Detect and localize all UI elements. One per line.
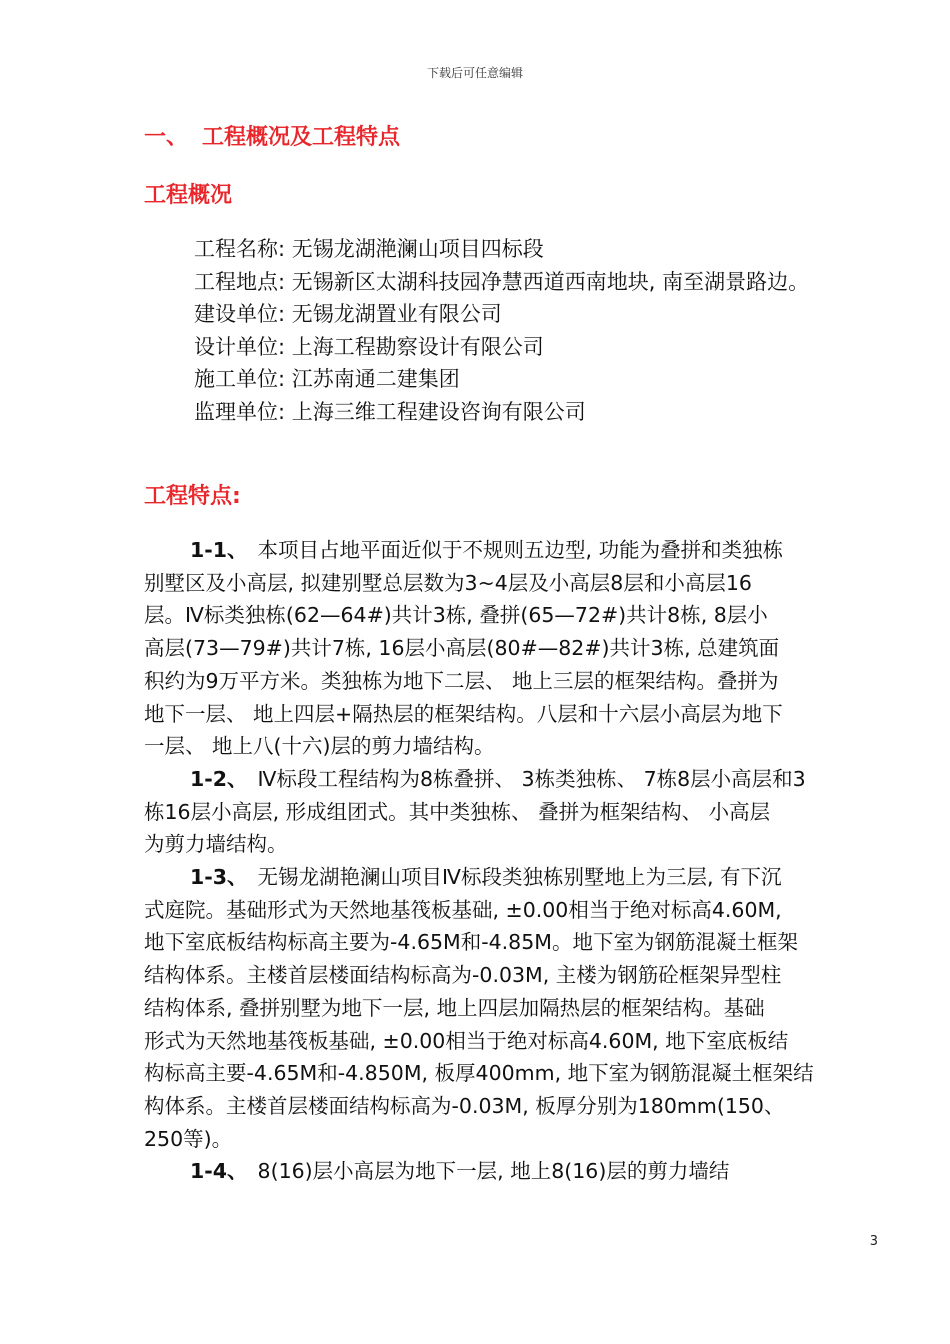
paragraph-line: 高层(73—79#)共计7栋, 16层小高层(80#—82#)共计3栋, 总建筑面: [144, 636, 780, 661]
paragraph-line: 地下室底板结构标高主要为-4.65M和-4.85M。地下室为钢筋混凝土框架: [144, 930, 798, 955]
paragraph-line: 式庭院。基础形式为天然地基筏板基础, ±0.00相当于绝对标高4.60M,: [144, 897, 782, 922]
paragraph-1-1: [144, 534, 884, 763]
overview-info-block: [144, 233, 884, 429]
paragraph-line: 结构体系。主楼首层楼面结构标高为-0.03M, 主楼为钢筋砼框架异型柱: [144, 963, 782, 988]
section-number: 一、: [144, 125, 189, 150]
paragraph-line: 栋16层小高层, 形成组团式。其中类独栋、 叠拼为框架结构、 小高层: [144, 799, 771, 824]
features-heading: 工程特点:: [144, 484, 241, 509]
overview-heading: 工程概况: [144, 183, 233, 208]
paragraph-line: 形式为天然地基筏板基础, ±0.00相当于绝对标高4.60M, 地下室底板结: [144, 1028, 789, 1053]
paragraph-text: 本项目占地平面近似于不规则五边型, 功能为叠拼和类独栋: [257, 538, 784, 562]
page-header: 下载后可任意编辑: [426, 66, 523, 80]
client-line: 建设单位: 无锡龙湖置业有限公司: [194, 302, 502, 327]
paragraph-number: 1-3、: [190, 865, 248, 890]
page-number: 3: [869, 1234, 878, 1249]
paragraph-number: 1-1、: [190, 538, 248, 562]
paragraph-line: 构标高主要-4.65M和-4.850M, 板厚400mm, 地下室为钢筋混凝土框架结: [144, 1061, 814, 1086]
designer-line: 设计单位: 上海工程勘察设计有限公司: [194, 334, 544, 359]
section-title: 工程概况及工程特点: [202, 125, 401, 150]
paragraph-line: 为剪力墙结构。: [144, 832, 288, 857]
contractor-line: 施工单位: 江苏南通二建集团: [194, 367, 460, 392]
paragraph-1-2: [144, 763, 884, 861]
paragraph-text: 8(16)层小高层为地下一层, 地上8(16)层的剪力墙结: [257, 1159, 730, 1184]
paragraph-line: 一层、 地上八(十六)层的剪力墙结构。: [144, 734, 495, 759]
paragraph-line: 积约为9万平方米。类独栋为地下二层、 地上三层的框架结构。叠拼为: [144, 668, 779, 693]
paragraph-text: Ⅳ标段工程结构为8栋叠拼、 3栋类独栋、 7栋8层小高层和3: [257, 766, 806, 791]
paragraph-line: 250等)。: [144, 1126, 233, 1151]
paragraph-1-4: [144, 1155, 884, 1188]
paragraph-text: 无锡龙湖艳澜山项目Ⅳ标段类独栋别墅地上为三层, 有下沉: [257, 865, 782, 890]
paragraph-line: 别墅区及小高层, 拟建别墅总层数为3~4层及小高层8层和小高层16: [144, 570, 752, 595]
paragraph-line: 构体系。主楼首层楼面结构标高为-0.03M, 板厚分别为180mm(150、: [144, 1093, 785, 1118]
supervisor-line: 监理单位: 上海三维工程建设咨询有限公司: [194, 399, 586, 424]
project-name-line: 工程名称: 无锡龙湖滟澜山项目四标段: [194, 237, 544, 261]
paragraph-line: [144, 763, 884, 796]
paragraph-line: 层。Ⅳ标类独栋(62—64#)共计3栋, 叠拼(65—72#)共计8栋, 8层小: [144, 603, 768, 628]
paragraph-number: 1-2、: [190, 766, 248, 791]
paragraph-line: 结构体系, 叠拼别墅为地下一层, 地上四层加隔热层的框架结构。基础: [144, 995, 765, 1020]
project-location-line: 工程地点: 无锡新区太湖科技园净慧西道西南地块, 南至湖景路边。: [194, 269, 810, 294]
section-heading: [144, 123, 400, 153]
features-body: [144, 534, 884, 1188]
paragraph-number: 1-4、: [190, 1159, 248, 1184]
paragraph-line: [144, 534, 884, 567]
paragraph-1-3: [144, 861, 884, 1155]
paragraph-line: 地下一层、 地上四层+隔热层的框架结构。八层和十六层小高层为地下: [144, 701, 783, 726]
paragraph-line: [144, 1155, 884, 1188]
paragraph-line: [144, 861, 884, 894]
